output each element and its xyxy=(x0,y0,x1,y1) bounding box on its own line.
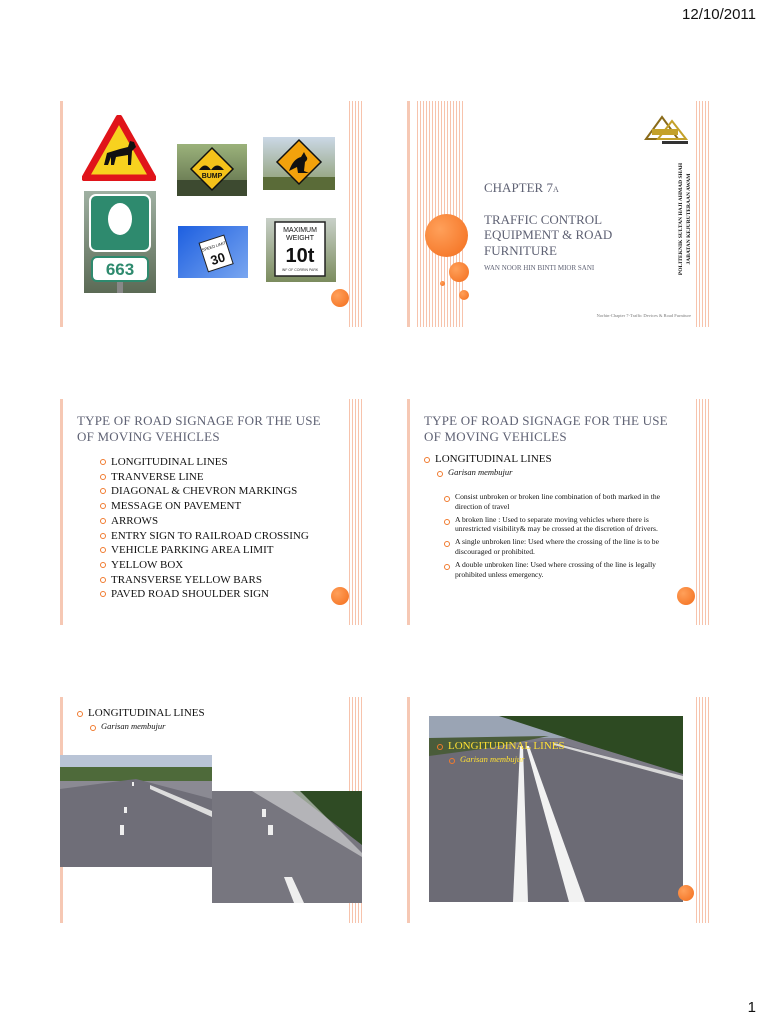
chapter-heading xyxy=(484,180,654,273)
slide-title: TYPE OF ROAD SIGNAGE FOR THE USE OF MOVING VEHICLES xyxy=(77,413,321,444)
slide-1 xyxy=(60,101,362,327)
list-item: Consist unbroken or broken line combination of both marked in the direction of travel xyxy=(444,492,666,512)
chapter-suffix: A xyxy=(552,185,559,194)
list-item: LONGITUDINAL LINES xyxy=(100,455,309,470)
section-subheading: Garisan membujur xyxy=(449,754,524,764)
maximum-weight-sign xyxy=(266,218,336,282)
list-item: ARROWS xyxy=(100,514,309,529)
left-border xyxy=(407,697,410,923)
weight-value: 10t xyxy=(285,245,315,267)
orange-orb-large xyxy=(425,214,468,257)
list-item: A single unbroken line: Used where the crossing of the line is to be discouraged or prohibited. xyxy=(444,537,666,557)
vertical-line-1: POLITEKNIK SULTAN HAJI AHMAD SHAH xyxy=(678,162,684,276)
slide-2 xyxy=(407,101,709,327)
polisas-logo xyxy=(642,113,692,147)
orange-orb xyxy=(678,885,694,901)
section-subheading: Garisan membujur xyxy=(90,721,165,731)
weight-line1: MAXIMUM xyxy=(283,227,317,234)
list-item: DIAGONAL & CHEVRON MARKINGS xyxy=(100,484,309,499)
orange-orb xyxy=(331,289,349,307)
left-border xyxy=(60,101,63,327)
weight-small: INF OF CORRIN PARK xyxy=(281,268,319,272)
orange-orb xyxy=(331,587,349,605)
section-heading: LONGITUDINAL LINES xyxy=(424,453,552,465)
road-photo-1 xyxy=(60,755,212,867)
orange-orb-tiny xyxy=(440,281,445,286)
page-number: 1 xyxy=(747,999,756,1016)
slide-4 xyxy=(407,399,709,625)
chapter-number: CHAPTER 7 xyxy=(484,180,553,195)
list-item: MESSAGE ON PAVEMENT xyxy=(100,499,309,514)
right-stripe xyxy=(349,399,362,625)
author: WAN NOOR HIN BINTI MIOR SANI xyxy=(484,264,595,272)
section-subheading: Garisan membujur xyxy=(437,467,512,477)
right-stripe xyxy=(349,101,362,327)
slide-5 xyxy=(60,697,362,923)
left-border xyxy=(60,399,63,625)
list-item: TRANVERSE LINE xyxy=(100,470,309,485)
slide-3 xyxy=(60,399,362,625)
vertical-line-2: JABATAN KEJURUTERAAN AWAM xyxy=(686,173,692,265)
speed-limit-30-sign xyxy=(178,226,248,278)
weight-line2: WEIGHT xyxy=(286,235,314,242)
speed-value: 30 xyxy=(208,249,228,269)
right-stripe xyxy=(696,697,709,923)
orange-orb-small xyxy=(459,290,469,300)
list-item: YELLOW BOX xyxy=(100,558,309,573)
road-photo-2 xyxy=(212,791,362,903)
list-item: PAVED ROAD SHOULDER SIGN xyxy=(100,587,309,602)
list-item: VEHICLE PARKING AREA LIMIT xyxy=(100,543,309,558)
signage-list xyxy=(100,455,309,602)
double-line-road-photo xyxy=(429,716,683,902)
left-border xyxy=(407,101,410,327)
chapter-title: TRAFFIC CONTROL EQUIPMENT & ROAD FURNITURE xyxy=(484,211,613,258)
slide-footer: Norhin-Chapter 7-Traffic Devices & Road Furniture xyxy=(596,313,691,318)
points-list xyxy=(444,492,666,579)
slide-6 xyxy=(407,697,709,923)
moose-warning-sign xyxy=(82,115,156,181)
list-item: A broken line : Used to separate moving vehicles where there is unrestricted visibility& may be crossed at the discretion of drivers. xyxy=(444,515,666,535)
bump-sign xyxy=(177,144,247,196)
vertical-institution-text xyxy=(665,151,693,301)
list-item: ENTRY SIGN TO RAILROAD CROSSING xyxy=(100,529,309,544)
slide-title: TYPE OF ROAD SIGNAGE FOR THE USE OF MOVING VEHICLES xyxy=(424,413,668,444)
section-heading: LONGITUDINAL LINES xyxy=(77,707,205,719)
speed-label: SPEED LIMIT xyxy=(201,240,227,253)
kangaroo-warning-sign xyxy=(263,137,335,190)
route-number: 663 xyxy=(105,260,135,279)
orange-orb xyxy=(677,587,695,605)
right-stripe xyxy=(696,399,709,625)
print-date: 12/10/2011 xyxy=(682,6,756,23)
left-border xyxy=(407,399,410,625)
bump-label: BUMP xyxy=(201,173,223,180)
orange-orb xyxy=(449,262,469,282)
right-stripe xyxy=(696,101,709,327)
list-item: A double unbroken line: Used where crossing of the line is legally prohibited unless emergency. xyxy=(444,560,666,580)
route-663-sign xyxy=(84,191,156,293)
section-heading: LONGITUDINAL LINES xyxy=(437,740,565,752)
list-item: TRANSVERSE YELLOW BARS xyxy=(100,573,309,588)
